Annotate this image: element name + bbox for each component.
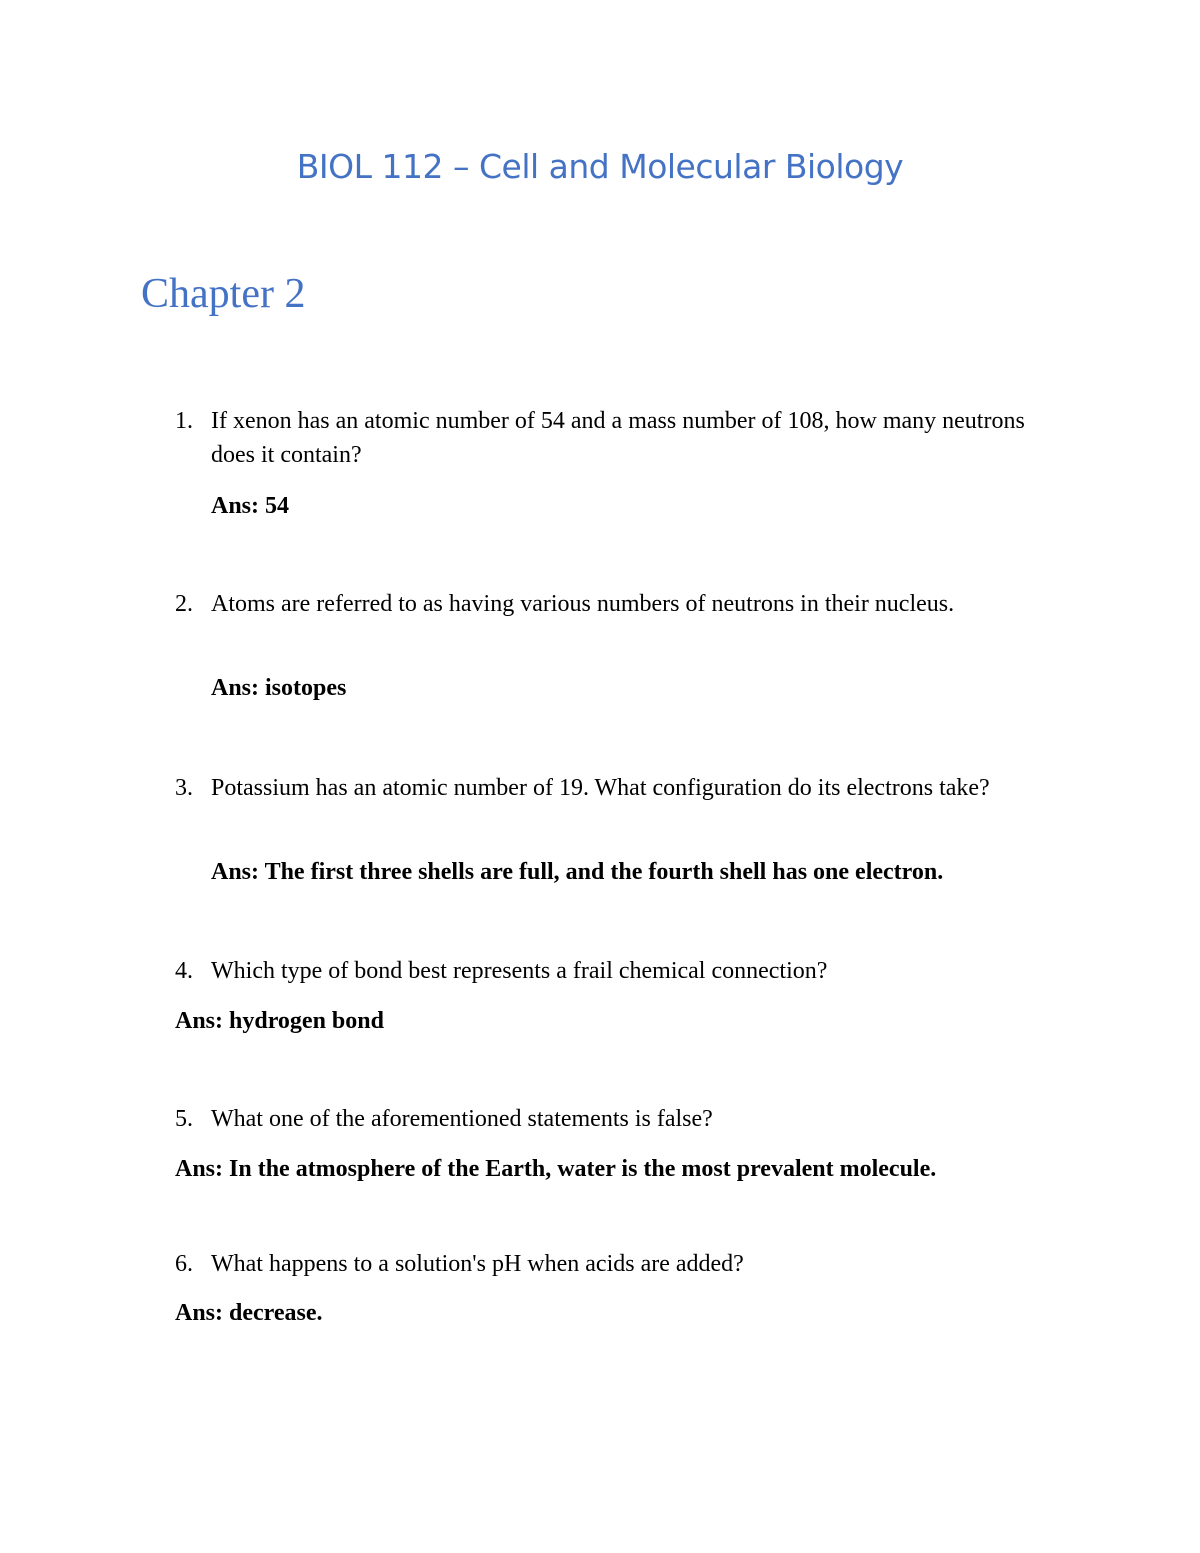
answer-5: Ans: In the atmosphere of the Earth, water is the most prevalent molecule. (175, 1156, 937, 1182)
question-text: If xenon has an atomic number of 54 and a mass number of 108, how many neutrons does it contain? (211, 408, 1025, 468)
chapter-heading: Chapter 2 (141, 271, 306, 317)
question-number: 6. (175, 1251, 193, 1277)
question-text: What happens to a solution's pH when acids are added? (211, 1251, 744, 1277)
question-text: Which type of bond best represents a frail chemical connection? (211, 958, 828, 984)
answer-1: Ans: 54 (211, 493, 290, 519)
course-title: BIOL 112 – Cell and Molecular Biology (296, 147, 904, 186)
answer-4: Ans: hydrogen bond (175, 1008, 384, 1034)
question-number: 4. (175, 958, 193, 984)
question-number: 3. (175, 775, 193, 801)
question-number: 2. (175, 591, 193, 617)
question-number: 5. (175, 1106, 193, 1132)
answer-6: Ans: decrease. (175, 1300, 323, 1326)
answer-3: Ans: The first three shells are full, and the fourth shell has one electron. (211, 859, 944, 885)
question-text: What one of the aforementioned statements is false? (211, 1106, 713, 1132)
question-text: Atoms are referred to as having various numbers of neutrons in their nucleus. (211, 591, 955, 617)
question-number: 1. (175, 408, 193, 434)
answer-2: Ans: isotopes (211, 675, 347, 701)
question-text: Potassium has an atomic number of 19. What configuration do its electrons take? (211, 775, 990, 801)
